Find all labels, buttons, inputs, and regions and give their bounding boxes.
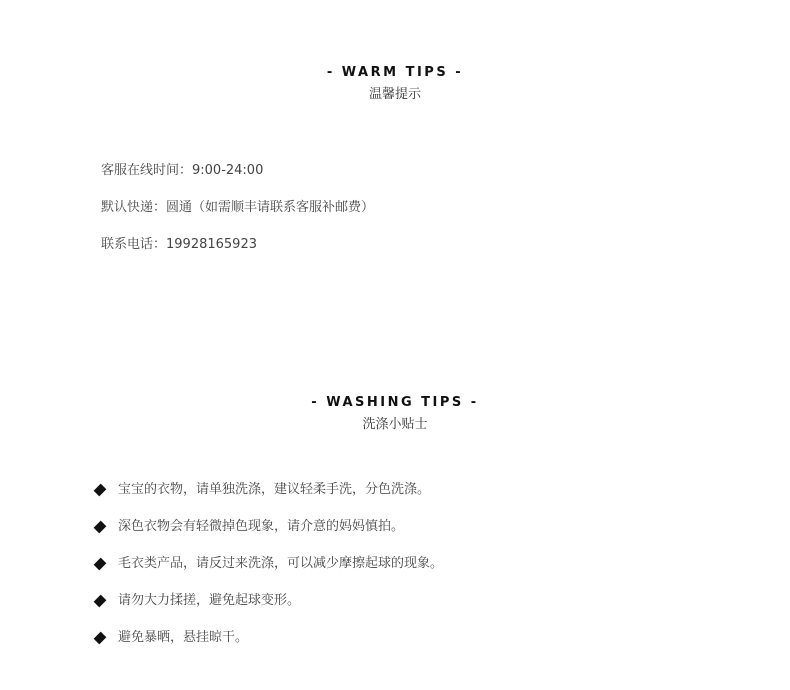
default-courier-text: 默认快递：圆通（如需顺丰请联系客服补邮费） [101,200,375,215]
tip-text: 毛衣类产品，请反过来洗涤，可以减少摩擦起球的现象。 [118,556,444,571]
warm-tips-title-en: - WARM TIPS - [326,65,464,80]
tip-text: 请勿大力揉搓，避免起球变形。 [118,593,301,608]
contact-phone-text: 联系电话：19928165923 [101,237,257,252]
warm-tips-heading [0,64,790,104]
diamond-icon [94,595,107,608]
list-item [94,629,443,647]
washing-tips-list [94,481,443,666]
washing-tips-title-cn: 洗涤小贴士 [362,417,428,432]
washing-tips-heading [0,394,790,434]
diamond-icon [94,632,107,645]
washing-tips-title-en: - WASHING TIPS - [311,395,479,410]
list-item [94,592,443,610]
list-item [94,555,443,573]
service-hours-text: 客服在线时间：9:00-24:00 [101,163,264,178]
list-item [94,518,443,536]
list-item [94,481,443,499]
warm-tips-title-cn: 温馨提示 [368,87,421,102]
diamond-icon [94,484,107,497]
tip-text: 宝宝的衣物，请单独洗涤，建议轻柔手洗，分色洗涤。 [118,482,431,497]
warm-tips-list [101,162,374,273]
diamond-icon [94,521,107,534]
diamond-icon [94,558,107,571]
tip-text: 避免暴晒，悬挂晾干。 [118,630,249,645]
tip-text: 深色衣物会有轻微掉色现象，请介意的妈妈慎拍。 [118,519,405,534]
